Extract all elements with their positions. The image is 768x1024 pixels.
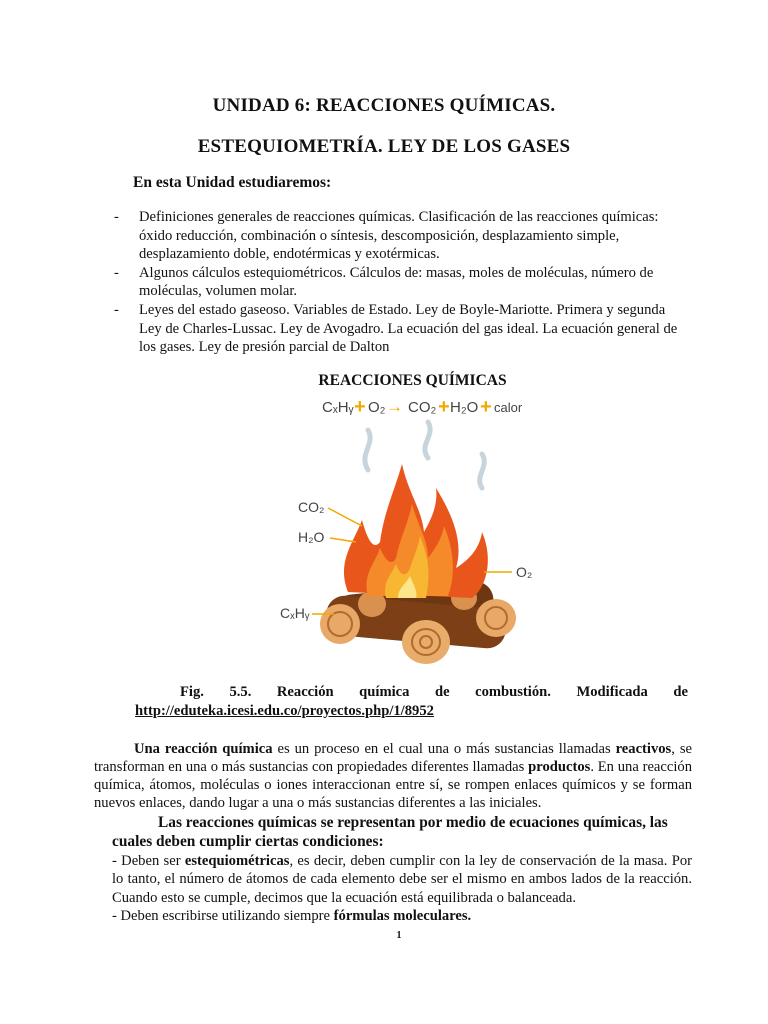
intro-heading: En esta Unidad estudiaremos: bbox=[133, 174, 332, 191]
unit-title: UNIDAD 6: REACCIONES QUÍMICAS. bbox=[212, 95, 556, 116]
list-item: - Algunos cálculos estequiométricos. Cálculos de: masas, moles de moléculas, número de moléculas, volumen molar. bbox=[114, 264, 654, 300]
list-item: - Definiciones generales de reacciones químicas. Clasificación de las reacciones químicas: óxido reducción, combinación o síntesis, descomposición, desplazamiento simple, desplazamiento doble, endotérmicas y exotérmicas. bbox=[114, 209, 659, 263]
source-link[interactable]: http://eduteka.icesi.edu.co/proyectos.php/1/8952 bbox=[135, 703, 434, 719]
flame-icon bbox=[344, 464, 488, 598]
list-item: - Leyes del estado gaseoso. Variables de Estado. Ley de Boyle-Mariotte. Primera y segunda Ley de Charles-Lussac. Ley de Avogadro. La ecuación del gas ideal. La ecuación general de los gases. Ley de presión parcial de Dalton bbox=[114, 301, 678, 356]
smoke-icon bbox=[365, 422, 484, 488]
list-item: - Deben ser estequiométricas, es decir, deben cumplir con la ley de conservación de la masa. Por lo tanto, el número de átomos de cada elemento debe ser el mismo en ambos lados de la reacción. Cuando esto se cumple, decimos que la ecuación está equilibrada o balanceada. bbox=[112, 853, 693, 906]
arrow-icon: → bbox=[386, 397, 403, 416]
eq-co2: CO₂ bbox=[408, 399, 437, 416]
arrow-icon bbox=[330, 538, 356, 542]
combustion-illustration bbox=[276, 392, 536, 677]
eq-plus: + bbox=[354, 396, 366, 418]
list-item: - Deben escribirse utilizando siempre fórmulas moleculares. bbox=[112, 907, 472, 924]
eq-o2: O₂ bbox=[368, 399, 386, 416]
eq-reactant: CₓHᵧ bbox=[322, 399, 354, 416]
eq-plus: + bbox=[438, 396, 450, 418]
unit-subtitle: ESTEQUIOMETRÍA. LEY DE LOS GASES bbox=[197, 136, 571, 157]
eq-plus: + bbox=[480, 396, 492, 418]
arrow-icon bbox=[328, 508, 362, 526]
section-heading: REACCIONES QUÍMICAS bbox=[318, 372, 507, 389]
equations-paragraph: Las reacciones químicas se representan por medio de ecuaciones químicas, las cuales deben cumplir ciertas condiciones: bbox=[112, 814, 668, 850]
topics-list bbox=[114, 208, 684, 357]
eq-calor: calor bbox=[494, 400, 523, 415]
figure-caption: Fig. 5.5. Reacción química de combustión. Modificada de bbox=[180, 684, 688, 700]
conditions-list bbox=[112, 852, 692, 925]
definition-paragraph: Una reacción química es un proceso en el cual una o más sustancias llamadas reactivos, se transforman en una o más sustancias con propiedades diferentes llamadas productos. En una reacción química, átomos, moléculas o iones interaccionan entre sí, se rompen enlaces químicos y se forman nuevos enlaces, dando lugar a una o más sustancias diferentes a las iniciales. bbox=[94, 741, 692, 811]
label-o2: O₂ bbox=[516, 564, 533, 580]
label-co2: CO₂ bbox=[298, 499, 325, 515]
page-number: 1 bbox=[396, 930, 402, 941]
label-h2o: H₂O bbox=[298, 529, 325, 545]
eq-h2o: H₂O bbox=[450, 399, 479, 416]
label-cxhy: CₓHᵧ bbox=[280, 605, 310, 621]
